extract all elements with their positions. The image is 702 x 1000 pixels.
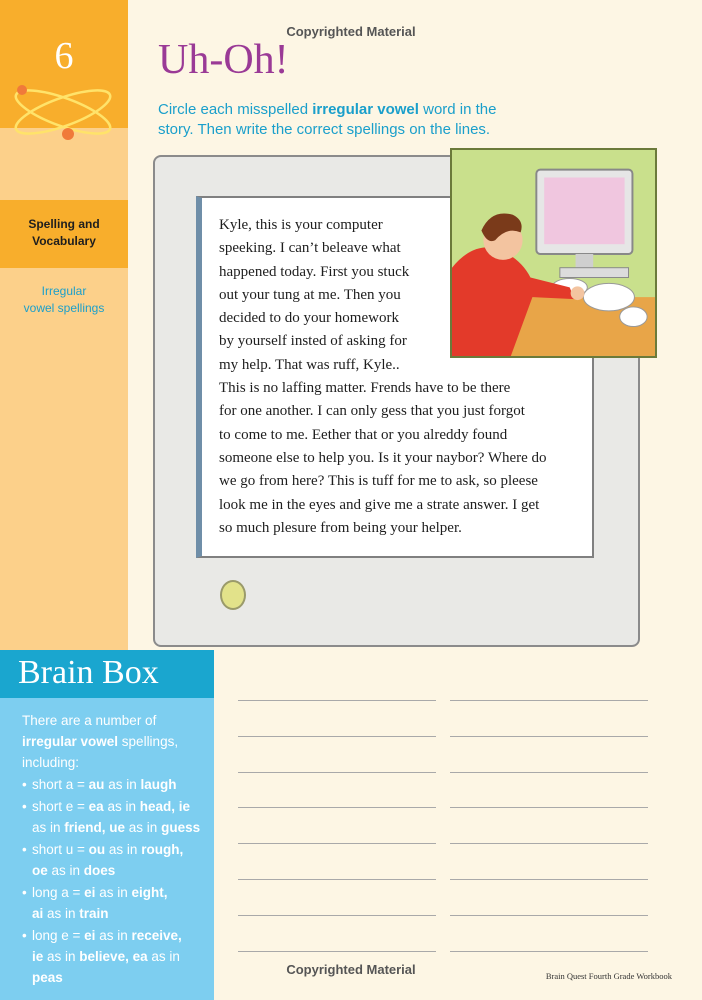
brain-box-bold: laugh: [140, 777, 177, 792]
story-line: so much plesure from being your helper.: [219, 519, 462, 536]
brain-box-bold: does: [83, 863, 116, 878]
bullet-icon: •: [22, 885, 27, 900]
brain-box-title: Brain Box: [18, 654, 159, 691]
bullet-icon: •: [22, 799, 27, 814]
bullet-icon: •: [22, 928, 27, 943]
footer-text: Brain Quest Fourth Grade Workbook: [545, 971, 672, 981]
brain-box-item: [22, 925, 202, 988]
answer-line[interactable]: [450, 807, 648, 808]
brain-box-intro: [22, 731, 202, 752]
subject-label: [0, 216, 128, 250]
topic-label: [0, 283, 128, 317]
brain-box-bold: irregular vowel: [22, 734, 119, 749]
brain-box-bold: peas: [32, 970, 63, 985]
answer-line[interactable]: [238, 843, 436, 844]
brain-box-text: as in: [147, 949, 180, 964]
story-line: look me in the eyes and give me a strate answer. I get: [219, 496, 540, 513]
answer-line[interactable]: [450, 700, 648, 701]
story-line: out your tung at me. Then you: [219, 286, 401, 303]
brain-box-item: [22, 839, 202, 881]
story-line: speeking. I can’t beleave what: [219, 240, 401, 257]
story-line: Kyle, this is your computer: [219, 217, 383, 233]
brain-box-item-line: [22, 860, 202, 881]
brain-box-bold: believe, ea: [79, 949, 148, 964]
copyright-bottom: Copyrighted Material: [286, 962, 416, 977]
brain-box-bold: head, ie: [139, 799, 191, 814]
brain-box-text: [22, 710, 202, 988]
story-line: for one another. I can only gess that you just forgot: [219, 403, 525, 420]
story-line: to come to me. Eether that or you alreddy found: [219, 426, 508, 443]
brain-box-text: as in: [47, 863, 84, 878]
answer-line[interactable]: [238, 915, 436, 916]
story-line: happened today. First you stuck: [219, 263, 410, 280]
lesson-number: 6: [54, 35, 74, 77]
brain-box-item-line: [22, 796, 202, 817]
bullet-icon: •: [22, 842, 27, 857]
brain-box-text: as in: [105, 842, 142, 857]
brain-box-bold: guess: [161, 820, 201, 835]
atom-icon: [8, 72, 128, 152]
answer-line[interactable]: [450, 879, 648, 880]
story-line: This is no laffing matter. Frends have to be there: [219, 380, 511, 397]
brain-box-text: as in: [125, 820, 162, 835]
answer-line[interactable]: [238, 807, 436, 808]
brain-box-bold: ai: [32, 906, 44, 921]
brain-box-item: [22, 774, 202, 795]
answer-line[interactable]: [450, 951, 648, 952]
brain-box-bold: rough,: [141, 842, 184, 857]
story-line: someone else to help you. Is it your naybor? Where do: [219, 449, 547, 466]
brain-box-text: as in: [103, 799, 140, 814]
brain-box-bold: train: [79, 906, 109, 921]
brain-box-text: as in: [32, 820, 65, 835]
answer-line[interactable]: [450, 736, 648, 737]
subject-line: Spelling and: [28, 217, 100, 231]
story-line: my help. That was ruff, Kyle..: [219, 356, 400, 373]
brain-box-intro-text: spellings,: [118, 734, 179, 749]
brain-box-bold: au: [88, 777, 105, 792]
brain-box-bold: receive,: [131, 928, 182, 943]
brain-box-item-line: [22, 774, 202, 795]
brain-box-item-line: [22, 925, 202, 946]
instructions-bold: irregular vowel: [312, 101, 419, 118]
brain-box-item-line: [22, 839, 202, 860]
answer-line[interactable]: [238, 879, 436, 880]
answer-line[interactable]: [238, 736, 436, 737]
instructions-text: word in the: [418, 101, 497, 118]
bullet-icon: •: [22, 777, 27, 792]
brain-box-text: long e =: [32, 928, 85, 943]
answer-line[interactable]: [238, 772, 436, 773]
brain-box-item-line: [22, 817, 202, 838]
brain-box-bold: oe: [32, 863, 48, 878]
answer-line[interactable]: [450, 772, 648, 773]
brain-box-item-line: [22, 903, 202, 924]
instructions: [158, 100, 538, 140]
answer-line[interactable]: [450, 915, 648, 916]
brain-box-text: as in: [95, 928, 132, 943]
brain-box-bold: eight,: [131, 885, 168, 900]
brain-box-bold: ie: [32, 949, 44, 964]
brain-box-item-line: [22, 882, 202, 903]
copyright-top: Copyrighted Material: [286, 24, 416, 39]
instructions-text: story. Then write the correct spellings on the lines.: [158, 121, 491, 138]
brain-box-text: as in: [43, 949, 80, 964]
brain-box-bold: ei: [84, 928, 96, 943]
brain-box-text: short u =: [32, 842, 89, 857]
brain-box-text: as in: [104, 777, 141, 792]
brain-box-item: [22, 796, 202, 838]
brain-box-intro: including:: [22, 755, 80, 770]
brain-box-text: short e =: [32, 799, 89, 814]
answer-line[interactable]: [238, 951, 436, 952]
boy-at-computer-illustration: [450, 148, 657, 358]
story-line: by yourself insted of asking for: [219, 333, 407, 350]
brain-box-bold: ea: [88, 799, 104, 814]
subject-line: Vocabulary: [32, 234, 96, 248]
power-button-icon: [220, 580, 246, 610]
brain-box-item: [22, 882, 202, 924]
page-title: Uh-Oh!: [158, 37, 289, 83]
brain-box-text: short a =: [32, 777, 89, 792]
brain-box-text: as in: [95, 885, 132, 900]
brain-box-bold: friend, ue: [64, 820, 126, 835]
answer-line[interactable]: [450, 843, 648, 844]
brain-box-intro: There are a number of: [22, 713, 157, 728]
answer-line[interactable]: [238, 700, 436, 701]
brain-box-list: [22, 774, 202, 988]
topic-line: Irregular: [41, 284, 87, 298]
story-line: decided to do your homework: [219, 310, 399, 327]
instructions-text: Circle each misspelled: [158, 101, 313, 118]
story-line: we go from here? This is tuff for me to ask, so pleese: [219, 473, 538, 490]
brain-box-bold: ei: [84, 885, 96, 900]
brain-box-text: long a =: [32, 885, 85, 900]
brain-box-text: as in: [43, 906, 80, 921]
brain-box-bold: ou: [88, 842, 106, 857]
topic-line: vowel spellings: [23, 301, 105, 315]
